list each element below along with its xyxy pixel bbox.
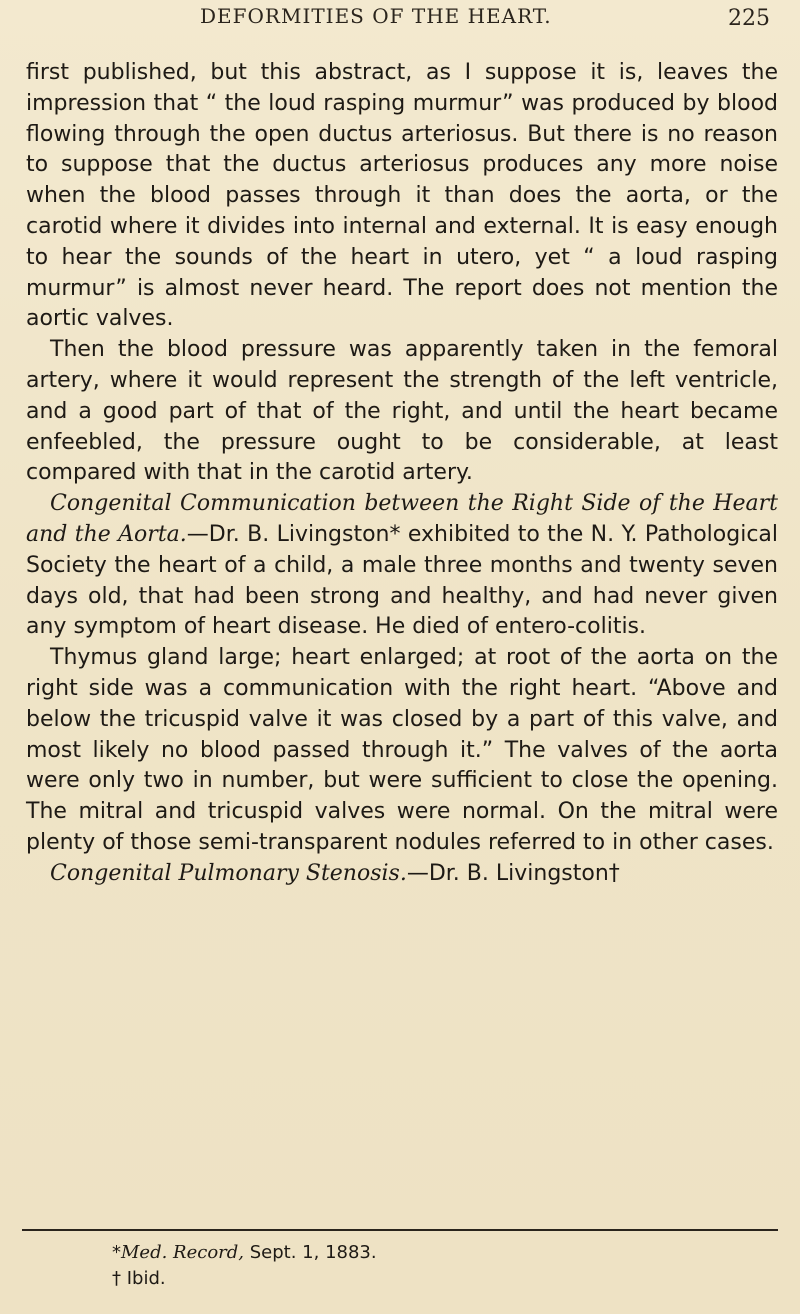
running-header: DEFORMITIES OF THE HEART. bbox=[200, 4, 552, 28]
section-heading: Congenital Pulmonary Stenosis. bbox=[50, 860, 407, 886]
paragraph-text: —Dr. B. Livingston† bbox=[406, 860, 620, 886]
footnote-text: Sept. 1, 1883. bbox=[244, 1242, 377, 1263]
footnote-mark: † bbox=[112, 1268, 121, 1289]
footnote bbox=[112, 1240, 377, 1266]
paragraph: first published, but this abstract, as I suppose it is, leaves the impression that “ the loud rasping murmur” was produced by blood flowing through the open ductus arteriosus. But there is no reason to suppose that the ductus arteriosus produces any more noise when the blood passes through it than does the aorta, or the carotid where it divides into internal and external. It is easy enough to hear the sounds of the heart in utero, yet “ a loud rasping murmur” is almost never heard. The report does not mention the aortic valves. bbox=[26, 60, 778, 332]
paragraph: Thymus gland large; heart enlarged; at root of the aorta on the right side was a communication with the right heart. “Above and below the tricuspid valve it was closed by a part of this valve, and most likely no blood passed through it.” The valves of the aorta were only two in number, but were sufficient to close the opening. The mitral and tricuspid valves were normal. On the mitral were plenty of those semi-transparent nodules referred to in other cases. bbox=[26, 645, 778, 855]
body-text bbox=[26, 58, 778, 890]
paragraph: Then the blood pressure was apparently taken in the femoral artery, where it would represent the strength of the left ventricle, and a good part of that of the right, and until the heart became enfeebled, the pressure ought to be considerable, at least compared with that in the carotid artery. bbox=[26, 337, 778, 486]
section-heading: Congenital Communication between the Right Side of the Heart and the Aorta. bbox=[26, 491, 778, 547]
footnotes bbox=[112, 1240, 377, 1292]
page-number: 225 bbox=[728, 6, 770, 31]
paragraph-text: —Dr. B. Livingston* exhibited to the N. Y. Pathological Society the heart of a child, a male three months and twenty seven days old, that had been strong and healthy, and had never given any symptom of heart disease. He died of entero-colitis. bbox=[26, 521, 779, 640]
footnote-text: Ibid. bbox=[126, 1268, 166, 1289]
footnote-divider bbox=[22, 1229, 778, 1231]
footnote-mark: * bbox=[112, 1242, 121, 1263]
paragraph bbox=[26, 489, 778, 643]
footnote bbox=[112, 1266, 377, 1292]
footnote-source: Med. Record, bbox=[121, 1242, 245, 1263]
paragraph bbox=[26, 859, 778, 890]
